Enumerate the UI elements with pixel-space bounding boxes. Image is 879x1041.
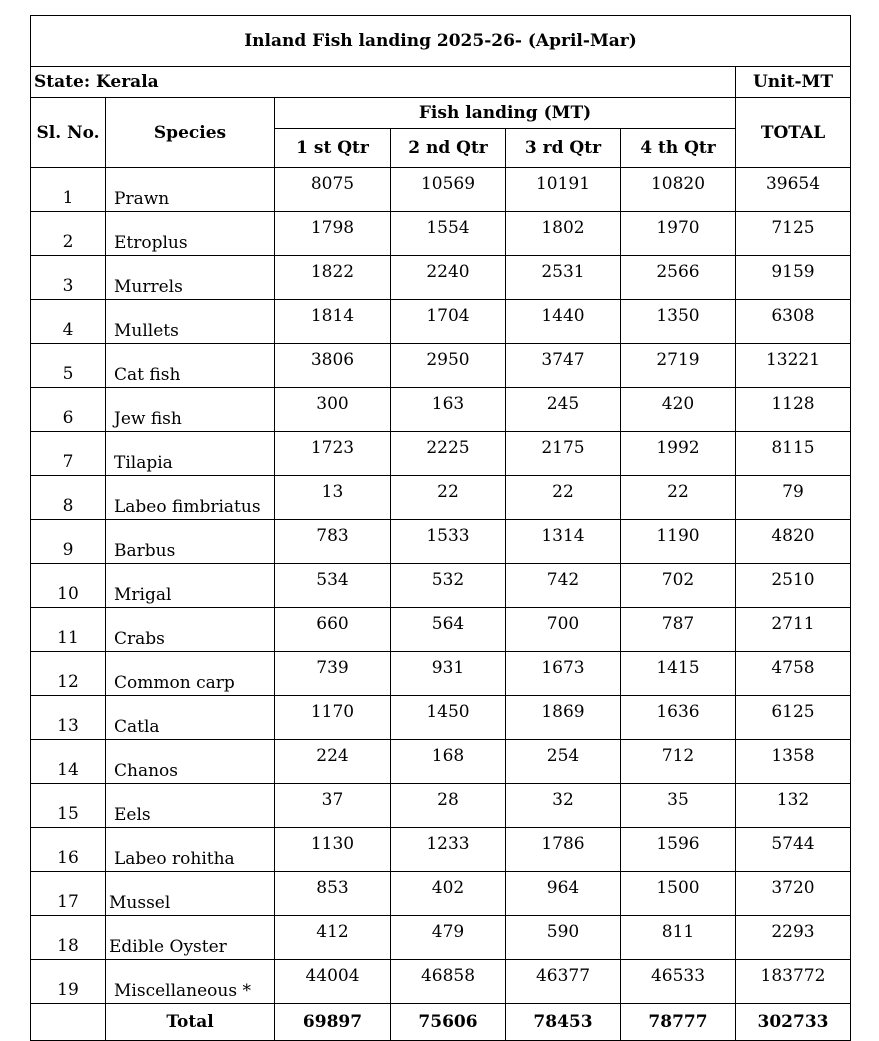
species-cell: Tilapia xyxy=(106,432,275,476)
sl-cell: 17 xyxy=(31,872,106,916)
total-sl-cell xyxy=(31,1004,106,1041)
total-q3: 78453 xyxy=(506,1004,621,1041)
q4-cell: 811 xyxy=(621,916,736,960)
header-q4: 4 th Qtr xyxy=(621,129,736,168)
header-total: TOTAL xyxy=(736,98,851,168)
total-cell: 79 xyxy=(736,476,851,520)
q3-cell: 1673 xyxy=(506,652,621,696)
total-cell: 5744 xyxy=(736,828,851,872)
q3-cell: 3747 xyxy=(506,344,621,388)
species-cell: Cat fish xyxy=(106,344,275,388)
species-cell: Etroplus xyxy=(106,212,275,256)
total-cell: 4758 xyxy=(736,652,851,696)
q1-cell: 1822 xyxy=(275,256,391,300)
table-row xyxy=(31,960,851,1004)
q1-cell: 739 xyxy=(275,652,391,696)
q3-cell: 1786 xyxy=(506,828,621,872)
total-cell: 13221 xyxy=(736,344,851,388)
table-row xyxy=(31,476,851,520)
total-q2: 75606 xyxy=(391,1004,506,1041)
sl-cell: 7 xyxy=(31,432,106,476)
table-row xyxy=(31,344,851,388)
total-cell: 2293 xyxy=(736,916,851,960)
q3-cell: 10191 xyxy=(506,168,621,212)
q4-cell: 1350 xyxy=(621,300,736,344)
total-cell: 7125 xyxy=(736,212,851,256)
q1-cell: 412 xyxy=(275,916,391,960)
q2-cell: 1533 xyxy=(391,520,506,564)
total-row xyxy=(31,1004,851,1041)
sl-cell: 10 xyxy=(31,564,106,608)
total-cell: 2510 xyxy=(736,564,851,608)
sl-cell: 14 xyxy=(31,740,106,784)
total-cell: 3720 xyxy=(736,872,851,916)
total-cell: 8115 xyxy=(736,432,851,476)
q2-cell: 931 xyxy=(391,652,506,696)
sl-cell: 2 xyxy=(31,212,106,256)
species-cell: Mussel xyxy=(106,872,275,916)
q1-cell: 1130 xyxy=(275,828,391,872)
sl-cell: 5 xyxy=(31,344,106,388)
total-cell: 183772 xyxy=(736,960,851,1004)
table-row xyxy=(31,740,851,784)
q2-cell: 2225 xyxy=(391,432,506,476)
table-row xyxy=(31,256,851,300)
species-cell: Jew fish xyxy=(106,388,275,432)
table-row xyxy=(31,916,851,960)
total-cell: 132 xyxy=(736,784,851,828)
species-cell: Murrels xyxy=(106,256,275,300)
q4-cell: 22 xyxy=(621,476,736,520)
q2-cell: 402 xyxy=(391,872,506,916)
species-cell: Catla xyxy=(106,696,275,740)
q4-cell: 46533 xyxy=(621,960,736,1004)
table-row xyxy=(31,300,851,344)
q4-cell: 10820 xyxy=(621,168,736,212)
q3-cell: 964 xyxy=(506,872,621,916)
q3-cell: 742 xyxy=(506,564,621,608)
table-row xyxy=(31,168,851,212)
species-cell: Miscellaneous * xyxy=(106,960,275,1004)
sl-cell: 1 xyxy=(31,168,106,212)
fish-landing-table xyxy=(30,15,851,1041)
total-q4: 78777 xyxy=(621,1004,736,1041)
table-row xyxy=(31,432,851,476)
q1-cell: 37 xyxy=(275,784,391,828)
species-cell: Chanos xyxy=(106,740,275,784)
q2-cell: 1704 xyxy=(391,300,506,344)
q2-cell: 532 xyxy=(391,564,506,608)
table-row xyxy=(31,608,851,652)
sl-cell: 13 xyxy=(31,696,106,740)
q2-cell: 10569 xyxy=(391,168,506,212)
q4-cell: 1190 xyxy=(621,520,736,564)
q2-cell: 2950 xyxy=(391,344,506,388)
species-cell: Prawn xyxy=(106,168,275,212)
species-cell: Mullets xyxy=(106,300,275,344)
q3-cell: 46377 xyxy=(506,960,621,1004)
species-cell: Edible Oyster xyxy=(106,916,275,960)
species-cell: Labeo rohitha xyxy=(106,828,275,872)
q3-cell: 1869 xyxy=(506,696,621,740)
q3-cell: 700 xyxy=(506,608,621,652)
species-cell: Eels xyxy=(106,784,275,828)
q1-cell: 13 xyxy=(275,476,391,520)
sl-cell: 11 xyxy=(31,608,106,652)
q1-cell: 300 xyxy=(275,388,391,432)
total-cell: 1128 xyxy=(736,388,851,432)
q2-cell: 2240 xyxy=(391,256,506,300)
species-cell: Crabs xyxy=(106,608,275,652)
q3-cell: 2531 xyxy=(506,256,621,300)
q2-cell: 1450 xyxy=(391,696,506,740)
table-row xyxy=(31,212,851,256)
sl-cell: 8 xyxy=(31,476,106,520)
q2-cell: 22 xyxy=(391,476,506,520)
total-cell: 39654 xyxy=(736,168,851,212)
total-cell: 6125 xyxy=(736,696,851,740)
table-row xyxy=(31,828,851,872)
q4-cell: 1596 xyxy=(621,828,736,872)
q4-cell: 420 xyxy=(621,388,736,432)
sl-cell: 18 xyxy=(31,916,106,960)
total-cell: 4820 xyxy=(736,520,851,564)
q2-cell: 1554 xyxy=(391,212,506,256)
table-row xyxy=(31,564,851,608)
total-q1: 69897 xyxy=(275,1004,391,1041)
total-grand: 302733 xyxy=(736,1004,851,1041)
q1-cell: 1814 xyxy=(275,300,391,344)
sl-cell: 9 xyxy=(31,520,106,564)
q3-cell: 2175 xyxy=(506,432,621,476)
sl-cell: 12 xyxy=(31,652,106,696)
species-cell: Barbus xyxy=(106,520,275,564)
sl-cell: 16 xyxy=(31,828,106,872)
species-cell: Labeo fimbriatus xyxy=(106,476,275,520)
q1-cell: 534 xyxy=(275,564,391,608)
header-q2: 2 nd Qtr xyxy=(391,129,506,168)
table-row xyxy=(31,696,851,740)
q2-cell: 28 xyxy=(391,784,506,828)
q4-cell: 1970 xyxy=(621,212,736,256)
q2-cell: 46858 xyxy=(391,960,506,1004)
q2-cell: 564 xyxy=(391,608,506,652)
q3-cell: 1802 xyxy=(506,212,621,256)
q4-cell: 1636 xyxy=(621,696,736,740)
q3-cell: 1440 xyxy=(506,300,621,344)
q1-cell: 853 xyxy=(275,872,391,916)
table-row xyxy=(31,872,851,916)
q4-cell: 2719 xyxy=(621,344,736,388)
total-label: Total xyxy=(106,1004,275,1041)
q2-cell: 1233 xyxy=(391,828,506,872)
total-cell: 2711 xyxy=(736,608,851,652)
q1-cell: 3806 xyxy=(275,344,391,388)
unit-label: Unit-MT xyxy=(736,67,851,98)
q4-cell: 702 xyxy=(621,564,736,608)
q3-cell: 254 xyxy=(506,740,621,784)
q1-cell: 783 xyxy=(275,520,391,564)
sl-cell: 6 xyxy=(31,388,106,432)
table-row xyxy=(31,388,851,432)
table-row xyxy=(31,784,851,828)
header-fish-landing: Fish landing (MT) xyxy=(275,98,736,129)
q3-cell: 245 xyxy=(506,388,621,432)
sl-cell: 19 xyxy=(31,960,106,1004)
q4-cell: 35 xyxy=(621,784,736,828)
q4-cell: 1500 xyxy=(621,872,736,916)
total-cell: 9159 xyxy=(736,256,851,300)
q4-cell: 1992 xyxy=(621,432,736,476)
total-cell: 6308 xyxy=(736,300,851,344)
q2-cell: 163 xyxy=(391,388,506,432)
table-row xyxy=(31,652,851,696)
q4-cell: 712 xyxy=(621,740,736,784)
q1-cell: 1170 xyxy=(275,696,391,740)
species-cell: Common carp xyxy=(106,652,275,696)
header-q1: 1 st Qtr xyxy=(275,129,391,168)
total-cell: 1358 xyxy=(736,740,851,784)
q4-cell: 787 xyxy=(621,608,736,652)
q1-cell: 44004 xyxy=(275,960,391,1004)
q4-cell: 1415 xyxy=(621,652,736,696)
q3-cell: 32 xyxy=(506,784,621,828)
q2-cell: 479 xyxy=(391,916,506,960)
header-sl-no: Sl. No. xyxy=(31,98,106,168)
q3-cell: 590 xyxy=(506,916,621,960)
q1-cell: 8075 xyxy=(275,168,391,212)
q1-cell: 1723 xyxy=(275,432,391,476)
species-cell: Mrigal xyxy=(106,564,275,608)
header-species: Species xyxy=(106,98,275,168)
q3-cell: 1314 xyxy=(506,520,621,564)
q1-cell: 1798 xyxy=(275,212,391,256)
q1-cell: 660 xyxy=(275,608,391,652)
table-title: Inland Fish landing 2025-26- (April-Mar) xyxy=(31,16,851,67)
header-q3: 3 rd Qtr xyxy=(506,129,621,168)
q3-cell: 22 xyxy=(506,476,621,520)
sl-cell: 4 xyxy=(31,300,106,344)
q4-cell: 2566 xyxy=(621,256,736,300)
sl-cell: 15 xyxy=(31,784,106,828)
sl-cell: 3 xyxy=(31,256,106,300)
state-label: State: Kerala xyxy=(31,67,736,98)
q2-cell: 168 xyxy=(391,740,506,784)
table-row xyxy=(31,520,851,564)
q1-cell: 224 xyxy=(275,740,391,784)
